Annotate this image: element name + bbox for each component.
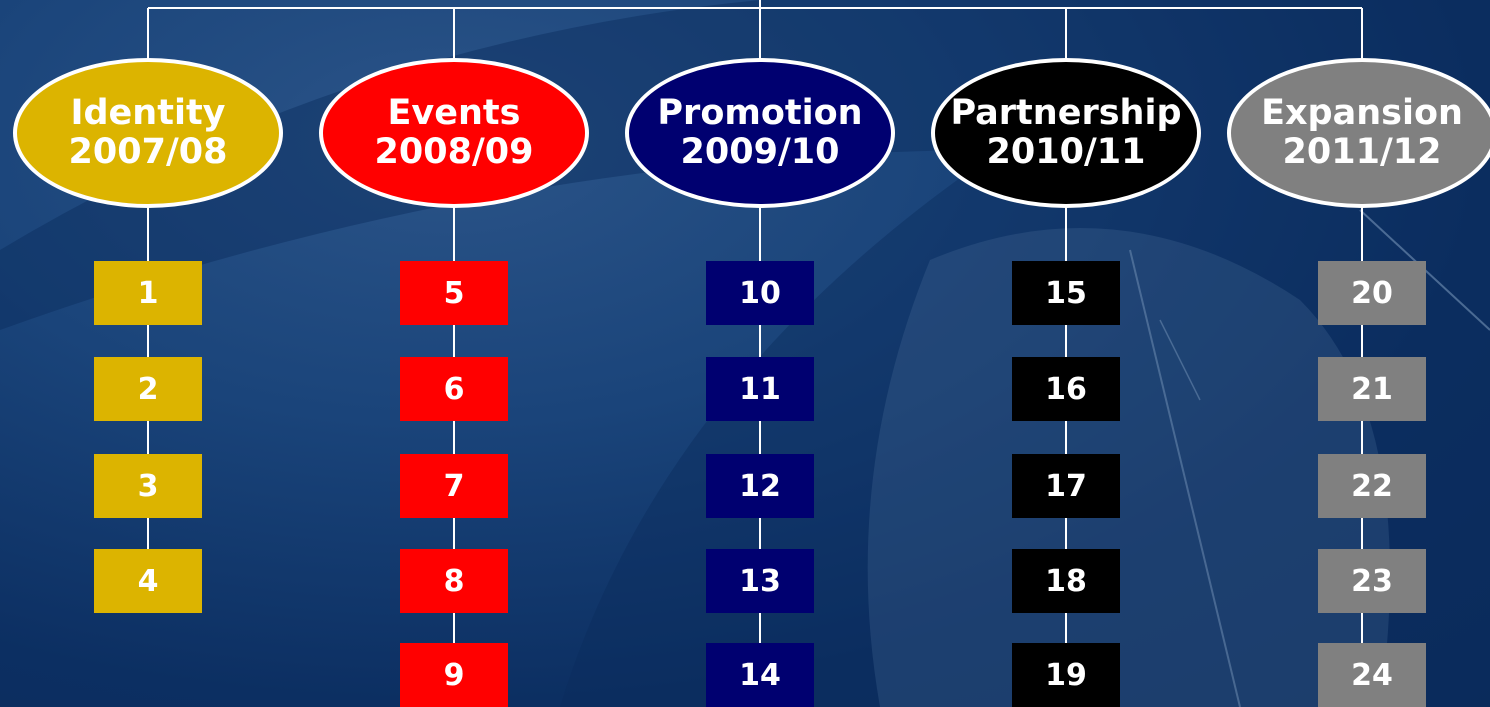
partnership-ellipse (931, 58, 1201, 208)
item-box-4: 4 (94, 549, 202, 613)
item-box-6: 6 (400, 357, 508, 421)
item-box-1: 1 (94, 261, 202, 325)
item-box-13: 13 (706, 549, 814, 613)
item-box-10: 10 (706, 261, 814, 325)
item-box-15: 15 (1012, 261, 1120, 325)
item-box-5: 5 (400, 261, 508, 325)
item-box-16: 16 (1012, 357, 1120, 421)
item-box-14: 14 (706, 643, 814, 707)
item-box-22: 22 (1318, 454, 1426, 518)
item-box-9: 9 (400, 643, 508, 707)
partnership-year: 2010/11 (986, 132, 1146, 172)
events-ellipse (319, 58, 589, 208)
partnership-title: Partnership (950, 92, 1182, 133)
promotion-title: Promotion (657, 92, 863, 133)
promotion-ellipse (625, 58, 895, 208)
expansion-title: Expansion (1261, 92, 1463, 133)
item-box-18: 18 (1012, 549, 1120, 613)
item-box-21: 21 (1318, 357, 1426, 421)
expansion-year: 2011/12 (1282, 132, 1442, 172)
item-box-19: 19 (1012, 643, 1120, 707)
expansion-ellipse (1227, 58, 1490, 208)
events-year: 2008/09 (374, 132, 534, 172)
identity-ellipse (13, 58, 283, 208)
item-box-24: 24 (1318, 643, 1426, 707)
identity-year: 2007/08 (68, 132, 228, 172)
item-box-20: 20 (1318, 261, 1426, 325)
item-box-17: 17 (1012, 454, 1120, 518)
identity-title: Identity (70, 92, 226, 133)
item-box-11: 11 (706, 357, 814, 421)
item-box-7: 7 (400, 454, 508, 518)
item-box-3: 3 (94, 454, 202, 518)
promotion-year: 2009/10 (680, 132, 840, 172)
events-title: Events (387, 92, 521, 133)
item-box-12: 12 (706, 454, 814, 518)
item-box-2: 2 (94, 357, 202, 421)
item-box-8: 8 (400, 549, 508, 613)
item-box-23: 23 (1318, 549, 1426, 613)
